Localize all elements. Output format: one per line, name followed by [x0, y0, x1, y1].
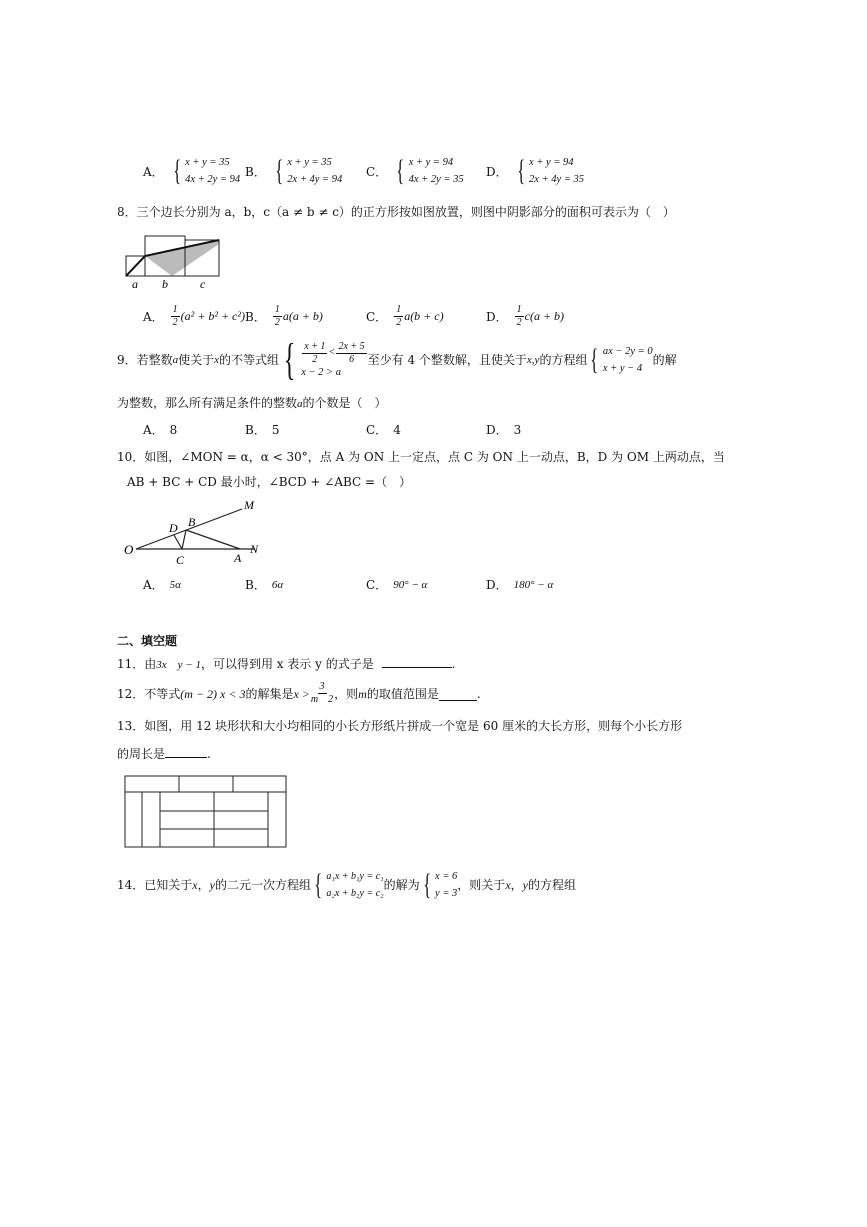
- q14: 14．已知关于 x ， y 的二元一次方程组 { a₁x + b₁y = c₁ a₂x + b₂y = c₂ 的解为 { x = 6 y = 3 ，则关于 x ， y 的方程组: [117, 868, 576, 901]
- q9-option-c: C． 4: [366, 422, 401, 437]
- q7-option-b: B． { x + y = 35 2x + 4y = 94: [245, 154, 343, 187]
- q12-answer-blank[interactable]: [439, 686, 477, 701]
- q10-line1: 10．如图，∠MON = α，α < 30°，点 A 为 ON 上一定点，点 C 为 ON 上一动点，B，D 为 OM 上两动点，当: [117, 450, 725, 464]
- label-n: N: [250, 542, 259, 556]
- q9-option-a: A． 8: [143, 422, 178, 437]
- q13-line1: 13．如图，用 12 块形状和大小均相同的小长方形纸片拼成一个宽是 60 厘米的大长方形，则每个小长方形: [117, 719, 683, 733]
- label-c: C: [176, 553, 185, 567]
- q11: 11．由3x y − 1，可以得到用 x 表示 y 的式子是 .: [117, 657, 456, 671]
- label-m: M: [244, 498, 254, 512]
- q12: 12．不等式 (m − 2) x < 3 的解集是 x > $\frac{3}{m 2}$ ，则 m 的取值范围是 .: [117, 681, 481, 705]
- q13-rectangles-figure: [124, 775, 290, 849]
- q9-inequality-system: { $\frac{x + 1}{2}$ < $\frac{2x + 5}{6}$ x − 2 > a: [283, 335, 365, 384]
- section-heading: 二、填空题: [117, 634, 178, 648]
- q9-equation-system: { ax − 2y = 0 x + y − 4: [590, 343, 653, 376]
- q13-line2: 的周长是 .: [117, 747, 211, 761]
- q10-option-d: D． 180° − α: [486, 578, 554, 592]
- label-a: a: [132, 277, 138, 291]
- q10-option-b: B． 6α: [245, 578, 284, 592]
- q9-line2: 为整数，那么所有满足条件的整数a的个数是（ ）: [117, 396, 387, 410]
- label-o: O: [124, 542, 134, 557]
- label-c: c: [200, 277, 206, 291]
- q9-option-b: B． 5: [245, 422, 280, 437]
- q7-option-c: C． { x + y = 94 4x + 2y = 35: [366, 154, 464, 187]
- q13-answer-blank[interactable]: [165, 757, 207, 758]
- q14-solution-system: { x = 6 y = 3: [422, 868, 458, 901]
- segment-bc: [182, 530, 186, 549]
- q9-line1: 9．若整数 a 使关于 x 的不等式组 { $\frac{x + 1}{2}$ < $\frac{2x + 5}{6}$ x − 2 > a 至少有 4 个整数解，且使关于 x,y 的方程组 { ax − 2y = 0 x + y − 4 的解: [117, 335, 677, 384]
- label-b: B: [188, 515, 196, 529]
- q10-angle-figure: [122, 494, 272, 568]
- q7-option-d: D． { x + y = 94 2x + 4y = 35: [486, 154, 585, 187]
- q8-squares-figure: [122, 232, 232, 292]
- q11-answer-blank[interactable]: [382, 667, 452, 668]
- label-a: A: [234, 551, 242, 565]
- label-b: b: [162, 277, 168, 291]
- q8-option-a: A． $\frac{1}{2}$ (a² + b² + c²): [143, 304, 245, 328]
- q8-text: 8．三个边长分别为 a，b，c（a ≠ b ≠ c）的正方形按如图放置，则图中阴影部分的面积可表示为（ ）: [117, 205, 675, 219]
- q8-shaded-region: [145, 240, 219, 276]
- label-d: D: [169, 521, 178, 535]
- segment-ab: [186, 530, 240, 549]
- q10-line2: AB + BC + CD 最小时，∠BCD + ∠ABC =（ ）: [127, 475, 412, 489]
- q14-equation-system: { a₁x + b₁y = c₁ a₂x + b₂y = c₂: [314, 868, 384, 901]
- q10-option-c: C． 90° − α: [366, 578, 428, 592]
- q8-option-c: C． $\frac{1}{2}$ a(b + c): [366, 304, 444, 328]
- q10-option-a: A． 5α: [143, 578, 181, 592]
- q9-option-d: D． 3: [486, 422, 522, 437]
- q7-option-a: A． { x + y = 35 4x + 2y = 94: [143, 154, 241, 187]
- q8-option-b: B． $\frac{1}{2}$ a(a + b): [245, 304, 323, 328]
- segment-cd: [174, 535, 182, 549]
- q8-option-d: D． $\frac{1}{2}$ c(a + b): [486, 304, 565, 328]
